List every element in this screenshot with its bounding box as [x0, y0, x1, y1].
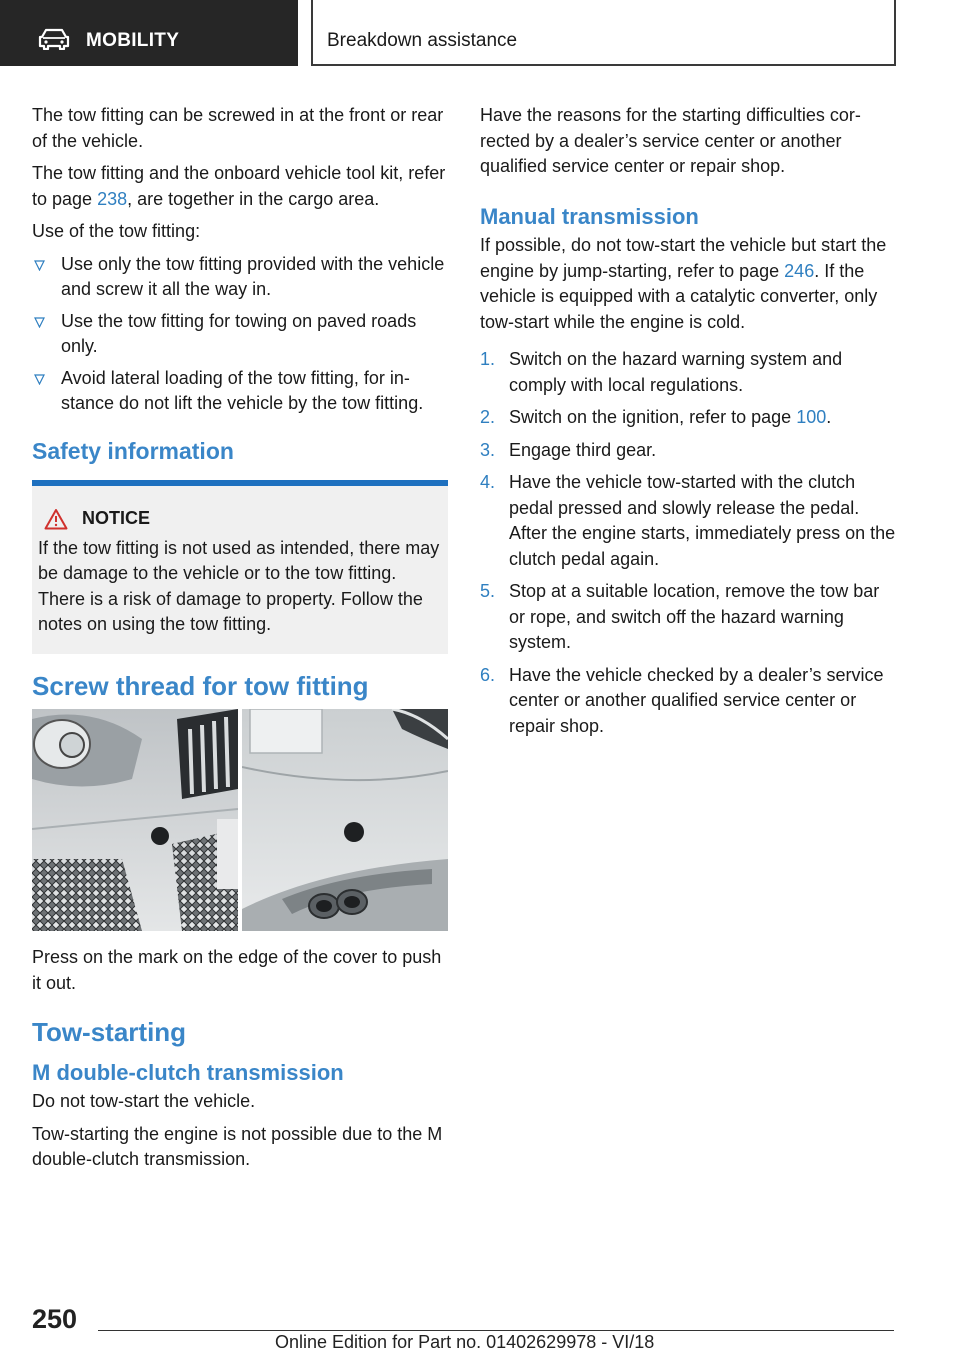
- paragraph: Tow-starting the engine is not possible due to the M double-clutch transmission.: [32, 1123, 443, 1169]
- triangle-bullet-icon: [34, 317, 45, 328]
- step-text: Switch on the ignition, refer to page: [509, 407, 797, 427]
- footer-divider: [98, 1330, 894, 1331]
- paragraph: Use of the tow fitting:: [32, 221, 201, 241]
- list-item: [32, 366, 448, 417]
- right-column: [480, 103, 896, 746]
- step-item: [480, 405, 896, 431]
- left-column: [32, 103, 448, 1180]
- chapter-title: Breakdown assistance: [327, 30, 518, 51]
- triangle-bullet-icon: [34, 374, 45, 385]
- paragraph: Do not tow-start the vehicle.: [32, 1091, 256, 1111]
- paragraph: Press on the mark on the edge of the cover to push it out.: [32, 947, 442, 993]
- warning-icon: [44, 508, 68, 530]
- edition-text: Online Edition for Part no. 01402629978 - VI/18: [275, 1332, 655, 1352]
- notice-text: If the tow fitting is not used as intended, there may be damage to the vehicle or to the tow fitting. There is a risk of damage to property. Follow the notes on using the tow fitting.: [38, 537, 440, 634]
- rear-bumper-image: [242, 709, 448, 931]
- page-header: [0, 0, 960, 66]
- step-text: Have the vehicle checked by a dealer’s service center or another qualified service center or repair shop.: [509, 664, 884, 736]
- step-number: 3.: [480, 439, 496, 460]
- text: The tow fitting and the onboard vehicle tool kit, refer to page: [32, 163, 446, 209]
- step-text: Switch on the hazard warning system and comply with local regulations.: [509, 349, 843, 395]
- list-item-text: Use the tow fitting for towing on paved roads only.: [61, 310, 417, 356]
- car-icon: [38, 28, 70, 50]
- text: If possible, do not tow-start the vehicle but start the engine by jump-starting, refer to page: [480, 235, 887, 281]
- paragraph: [32, 161, 448, 212]
- paragraph: The tow fitting can be screwed in at the front or rear of the vehicle.: [32, 105, 444, 151]
- section-heading: Safety information: [32, 437, 234, 464]
- paragraph: Have the reasons for the starting difficulties corrected by a dealer’s service center or another qualified service center or repair shop.: [480, 105, 861, 176]
- list-item: [32, 309, 448, 360]
- subsection-heading: M double-clutch transmission: [32, 1059, 344, 1085]
- step-item: [480, 579, 896, 656]
- step-item: [480, 438, 896, 464]
- section-tab: [0, 0, 298, 66]
- list-item: [32, 252, 448, 303]
- page-link[interactable]: 100: [796, 407, 827, 427]
- step-text: Stop at a suitable location, remove the tow bar or rope, and switch off the hazard warning system.: [509, 581, 880, 652]
- list-item-text: Use only the tow fitting provided with the vehicle and screw it all the way in.: [61, 253, 445, 299]
- chapter-title-box: [311, 0, 896, 66]
- page-number: 250: [32, 1304, 78, 1334]
- subsection-heading: Manual transmission: [480, 203, 699, 229]
- numbered-steps: [480, 347, 896, 739]
- list-item-text: Avoid lateral loading of the tow fitting, for instance do not lift the vehicle by the tow fitting.: [61, 367, 424, 413]
- step-number: 6.: [480, 664, 496, 685]
- tow-fitting-photo: [32, 709, 448, 931]
- step-text-after: .: [826, 407, 832, 427]
- section-heading: Tow-starting: [32, 1017, 187, 1047]
- section-heading: Screw thread for tow fitting: [32, 670, 369, 701]
- notice-title: NOTICE: [82, 508, 151, 528]
- notice-box: [32, 480, 448, 654]
- step-item: [480, 663, 896, 740]
- front-bumper-image: [32, 709, 238, 931]
- step-number: 2.: [480, 407, 496, 427]
- section-label: MOBILITY: [86, 30, 180, 51]
- step-item: [480, 470, 896, 572]
- step-number: 5.: [480, 581, 496, 601]
- text: , are together in the cargo area.: [127, 188, 380, 209]
- step-number: 4.: [480, 472, 496, 492]
- notice-header: [44, 506, 440, 532]
- step-text: Have the vehicle tow-started with the clutch pedal pressed and slowly release the pedal. After the engine starts, immediately press on the clutch pedal again.: [509, 472, 896, 569]
- step-text: Engage third gear.: [509, 439, 657, 460]
- text: . If the vehicle is equipped with a catalytic converter, only tow-start while the engine is cold.: [480, 260, 878, 332]
- page-link[interactable]: 238: [97, 188, 128, 209]
- bullet-list: [32, 252, 448, 417]
- page-link[interactable]: 246: [784, 260, 815, 281]
- triangle-bullet-icon: [34, 260, 45, 271]
- paragraph: [480, 233, 896, 335]
- step-number: 1.: [480, 349, 496, 369]
- page-footer: [0, 1294, 960, 1362]
- step-item: [480, 347, 896, 398]
